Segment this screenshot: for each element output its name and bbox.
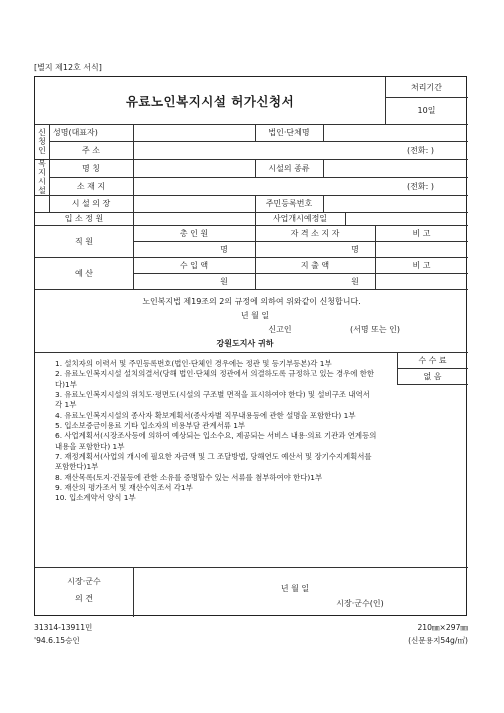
fee-value: 없 음 — [423, 371, 442, 381]
opinion-date: 년 월 일 — [280, 583, 310, 593]
processing-period-value: 10일 — [417, 106, 436, 115]
staff-qualified-unit: 명 — [351, 244, 359, 254]
approval-date: '94.6.15승인 — [34, 636, 80, 645]
budget-note-label: 비 고 — [412, 260, 431, 270]
form-number: [별지 제12호 서식] — [34, 63, 102, 72]
declaration-recipient: 강원도지사 귀하 — [216, 338, 274, 348]
footer-left — [34, 621, 92, 647]
attachment-item: 3. 유료노인복지시설의 위치도·평면도(시설의 구조별 면적을 표시하여야 한다) 및 설비구조 내역서 각 1부 — [55, 389, 370, 410]
facility-name-label: 명 칭 — [82, 163, 100, 173]
attachment-list — [55, 359, 377, 504]
start-date-label: 사업개시예정일 — [272, 214, 328, 223]
opinion-signer: 시장·군수(인) — [336, 598, 384, 608]
resident-no-field[interactable] — [323, 195, 468, 212]
facility-phone-label: (전화: ) — [407, 181, 434, 191]
applicant-group-label: 신청인 — [37, 128, 47, 155]
attachment-item: 9. 재산의 평가조서 및 재산수익조서 각1부 — [55, 482, 193, 492]
attachment-item: 6. 사업계획서(시장조사등에 의하여 예상되는 입소수요, 제공되는 서비스 내용·의료 기관과 연계등의 내용을 포함한다) 1부 — [55, 431, 377, 451]
declaration-text: 노인복지법 제19조의 2의 규정에 의하여 위와같이 신청합니다. — [142, 296, 361, 306]
paper-type: (신문용지54g/㎡) — [408, 636, 468, 645]
opinion-label-2: 의 견 — [75, 593, 93, 603]
corp-name-field[interactable] — [323, 124, 468, 141]
start-date-field[interactable] — [345, 212, 468, 225]
corp-name-label: 법인·단체명 — [268, 128, 310, 137]
attachment-item: 2. 유료노인복지시설 설치의결서(당해 법인·단체의 정관에서 의결하도록 규정하고 있는 경우에 한한다)1부 — [55, 369, 375, 389]
staff-total-label: 총 인 원 — [179, 228, 209, 238]
footer-right — [408, 621, 468, 647]
attachment-item: 7. 재정계획서(사업의 개시에 필요한 자금액 및 그 조달방법, 당해연도 예산서 및 장기수지계획서를 포함한다)1부 — [55, 451, 372, 472]
income-unit: 원 — [220, 276, 228, 286]
facility-name-field[interactable] — [133, 159, 255, 177]
facility-type-field[interactable] — [323, 159, 468, 177]
staff-label: 직 원 — [75, 236, 93, 246]
form-code: 31314-13911민 — [34, 623, 93, 632]
budget-label: 예 산 — [75, 268, 93, 278]
facility-director-field[interactable] — [133, 195, 255, 212]
declaration-date: 년 월 일 — [240, 310, 270, 320]
facility-type-label: 시설의 종류 — [268, 163, 310, 173]
attachment-item: 4. 유료노인복지시설의 종사자 확보계획서(종사자별 직무내용등에 관한 설명을 포함한다) 1부 — [55, 410, 356, 420]
expense-unit: 원 — [351, 276, 359, 286]
attachment-item: 5. 입소보증금이용료 기타 입소자의 비용부담 관계서류 1부 — [55, 420, 246, 430]
staff-qualified-label: 자 격 소 지 자 — [290, 228, 340, 238]
capacity-label: 입 소 정 원 — [64, 214, 104, 223]
applicant-address-label: 주 소 — [82, 145, 100, 155]
application-form — [34, 76, 467, 616]
declaration-sign: (서명 또는 인) — [350, 324, 400, 334]
applicant-name-label: 성명(대표자) — [53, 128, 98, 137]
attachment-item: 1. 설치자의 이력서 및 주민등록번호(법인·단체인 경우에는 정관 및 등기부등본)각 1부 — [55, 359, 332, 368]
capacity-field[interactable] — [133, 212, 255, 225]
applicant-name-field[interactable] — [133, 124, 255, 141]
form-title: 유료노인복지시설 허가신청서 — [125, 93, 295, 109]
attachment-item: 8. 재산목록(토지·건물등에 관한 소유를 증명할수 있는 서류를 첨부하여야 한다)1부 — [55, 472, 323, 482]
applicant-address-field[interactable] — [133, 141, 373, 159]
resident-no-label: 주민등록번호 — [265, 199, 313, 208]
applicant-phone-label: (전화: ) — [407, 145, 434, 155]
staff-note-label: 비 고 — [412, 228, 431, 238]
facility-director-label: 시 설 의 장 — [71, 199, 111, 208]
expense-label: 지 출 액 — [300, 260, 330, 270]
income-label: 수 입 액 — [179, 260, 209, 270]
fee-label: 수 수 료 — [418, 355, 447, 365]
paper-size: 210㎜×297㎜ — [417, 623, 468, 632]
facility-location-label: 소 재 지 — [76, 181, 106, 191]
staff-total-unit: 명 — [220, 244, 228, 254]
facility-group-label: 복지시설 — [37, 159, 47, 195]
processing-period-label: 처리기간 — [411, 82, 442, 92]
attachment-item: 10. 입소계약서 양식 1부 — [55, 493, 136, 503]
facility-location-field[interactable] — [133, 177, 373, 195]
opinion-label-1: 시장·군수 — [67, 576, 101, 586]
declaration-applicant: 신고인 — [268, 324, 292, 334]
